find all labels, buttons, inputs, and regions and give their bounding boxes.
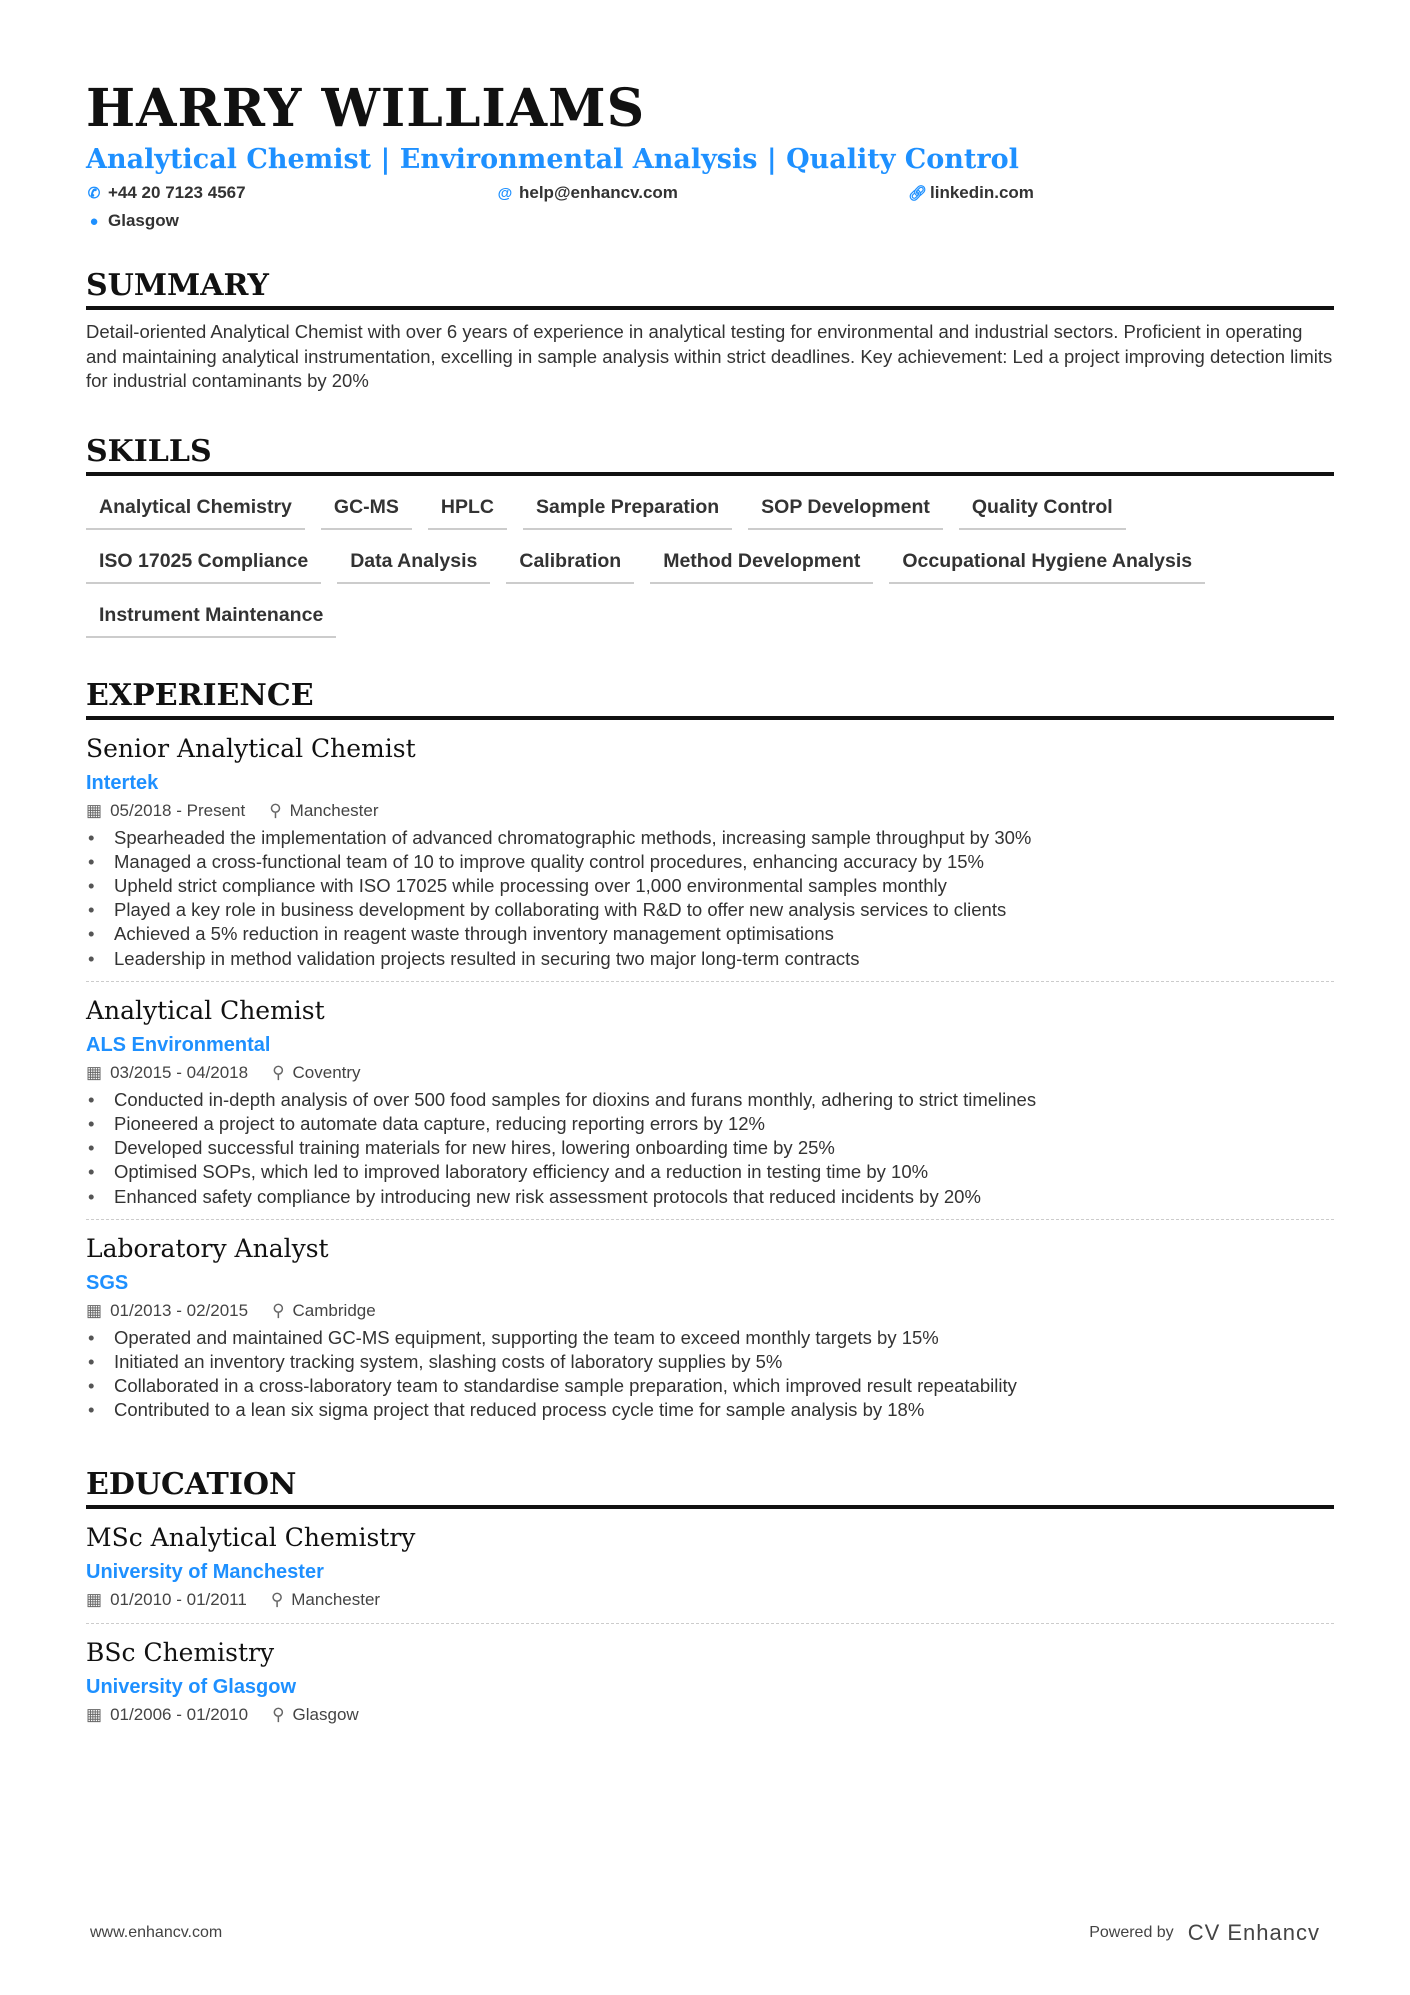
date-range xyxy=(86,798,245,824)
calendar-icon: ▦ xyxy=(86,1589,103,1609)
school-name: University of Glasgow xyxy=(86,1675,297,1698)
date-range xyxy=(86,1298,248,1324)
website[interactable] xyxy=(908,182,1208,204)
skills-section xyxy=(86,434,1334,638)
skill-tag: Occupational Hygiene Analysis xyxy=(889,544,1205,584)
meta xyxy=(86,1298,1334,1324)
dates: 05/2018 - Present xyxy=(110,800,246,820)
date-range xyxy=(86,1587,247,1613)
section-heading: SKILLS xyxy=(86,434,1334,476)
contact-info xyxy=(86,182,1334,232)
bullet-item: • Achieved a 5% reduction in reagent waste through inventory management optimisations xyxy=(86,922,1334,946)
footer-website[interactable]: www.enhancv.com xyxy=(90,1924,223,1941)
phone-text: +44 20 7123 4567 xyxy=(108,183,246,202)
calendar-icon: ▦ xyxy=(86,1300,103,1320)
job-title: Laboratory Analyst xyxy=(86,1233,329,1263)
location-pin-icon: ⚲ xyxy=(270,1589,284,1609)
skill-tag: Analytical Chemistry xyxy=(86,490,305,530)
job-location xyxy=(272,1298,376,1324)
education-list xyxy=(86,1521,1334,1738)
jobs-list xyxy=(86,732,1334,1433)
bullet-item: • Enhanced safety compliance by introducing new risk assessment protocols that reduced incidents by 20% xyxy=(86,1185,1334,1209)
bullet-list xyxy=(86,1326,1334,1423)
location-pin-icon: ● xyxy=(89,212,99,230)
location-text: Glasgow xyxy=(108,211,179,230)
location xyxy=(86,210,497,232)
bullet-item: • Operated and maintained GC-MS equipment, supporting the team to exceed monthly targets by 15% xyxy=(86,1326,1334,1350)
summary-section xyxy=(86,268,1334,394)
powered-by-label: Powered by xyxy=(1089,1924,1174,1941)
skill-tag: Quality Control xyxy=(959,490,1126,530)
job-location xyxy=(272,1060,360,1086)
link-icon: 🔗︎ xyxy=(908,185,928,202)
bullet-item: • Leadership in method validation projects resulted in securing two major long-term contracts xyxy=(86,947,1334,971)
job-location xyxy=(271,1587,380,1613)
brand-name: Enhancv xyxy=(1227,1920,1320,1945)
meta xyxy=(86,1060,1334,1086)
job-location xyxy=(272,1702,359,1728)
job-location xyxy=(269,798,378,824)
skill-tag: Method Development xyxy=(650,544,873,584)
job-entry xyxy=(86,1232,1334,1433)
dates: 03/2015 - 04/2018 xyxy=(110,1062,249,1082)
section-heading: SUMMARY xyxy=(86,268,1334,310)
bullet-item: • Optimised SOPs, which led to improved laboratory efficiency and a reduction in testing time by 10% xyxy=(86,1160,1334,1184)
job-entry xyxy=(86,732,1334,982)
bullet-item: • Collaborated in a cross-laboratory team to standardise sample preparation, which improved result repeatability xyxy=(86,1374,1334,1398)
location: Manchester xyxy=(291,1589,381,1609)
bullet-item: • Pioneered a project to automate data capture, reducing reporting errors by 12% xyxy=(86,1112,1334,1136)
summary-text: Detail-oriented Analytical Chemist with over 6 years of experience in analytical testing for environmental and industrial sectors. Proficient in operating and maintaining analytical instrumentation, excelling in sample analysis within strict deadlines. Key achievement: Led a project improving detection limits for industrial contaminants by 20% xyxy=(86,321,1333,391)
linkedin-link[interactable]: linkedin.com xyxy=(930,183,1034,202)
powered-by xyxy=(1089,1920,1320,1946)
resume xyxy=(86,78,1334,1738)
calendar-icon: ▦ xyxy=(86,800,103,820)
bullet-item: • Contributed to a lean six sigma project that reduced process cycle time for sample analysis by 18% xyxy=(86,1398,1334,1422)
bullet-item: • Played a key role in business development by collaborating with R&D to offer new analysis services to clients xyxy=(86,898,1334,922)
job-entry xyxy=(86,994,1334,1220)
location-pin-icon: ⚲ xyxy=(272,1704,285,1724)
location: Manchester xyxy=(289,800,379,820)
skill-tag: SOP Development xyxy=(748,490,943,530)
company-name: Intertek xyxy=(86,771,159,794)
degree: BSc Chemistry xyxy=(86,1637,275,1667)
skill-tag: Sample Preparation xyxy=(523,490,732,530)
skill-tag: GC-MS xyxy=(321,490,412,530)
phone-icon: ✆ xyxy=(87,185,101,202)
skill-tag: Calibration xyxy=(506,544,634,584)
degree: MSc Analytical Chemistry xyxy=(86,1522,416,1552)
bullet-list xyxy=(86,826,1334,971)
dates: 01/2013 - 02/2015 xyxy=(110,1300,249,1320)
section-heading: EXPERIENCE xyxy=(86,678,1334,720)
candidate-name: HARRY WILLIAMS xyxy=(86,78,646,139)
date-range xyxy=(86,1060,248,1086)
experience-section xyxy=(86,678,1334,1433)
date-range xyxy=(86,1702,248,1728)
candidate-title: Analytical Chemist | Environmental Analysis | Quality Control xyxy=(86,144,1019,175)
company-name: ALS Environmental xyxy=(86,1033,271,1056)
dates: 01/2006 - 01/2010 xyxy=(110,1704,249,1724)
phone xyxy=(86,182,497,204)
bullet-item: • Managed a cross-functional team of 10 to improve quality control procedures, enhancing accuracy by 15% xyxy=(86,850,1334,874)
email[interactable] xyxy=(497,182,908,204)
meta xyxy=(86,1702,1334,1728)
at-icon: @ xyxy=(497,184,513,202)
section-heading: EDUCATION xyxy=(86,1467,1334,1509)
location: Coventry xyxy=(292,1062,361,1082)
meta xyxy=(86,798,1334,824)
bullet-item: • Spearheaded the implementation of advanced chromatographic methods, increasing sample throughput by 30% xyxy=(86,826,1334,850)
job-title: Analytical Chemist xyxy=(86,995,325,1025)
job-title: Senior Analytical Chemist xyxy=(86,733,416,763)
location: Cambridge xyxy=(292,1300,376,1320)
skill-tag: HPLC xyxy=(428,490,507,530)
skill-tag: Data Analysis xyxy=(337,544,490,584)
skill-tag: Instrument Maintenance xyxy=(86,598,336,638)
education-section xyxy=(86,1467,1334,1738)
bullet-item: • Initiated an inventory tracking system, slashing costs of laboratory supplies by 5% xyxy=(86,1350,1334,1374)
enhancv-logo-icon: CV Enhancv xyxy=(1187,1920,1320,1945)
company-name: SGS xyxy=(86,1271,129,1294)
location-pin-icon: ⚲ xyxy=(272,1300,285,1320)
meta xyxy=(86,1587,1334,1613)
calendar-icon: ▦ xyxy=(86,1062,103,1082)
calendar-icon: ▦ xyxy=(86,1704,103,1724)
skills-list xyxy=(86,490,1334,638)
school-name: University of Manchester xyxy=(86,1560,324,1583)
bullet-item: • Conducted in-depth analysis of over 500 food samples for dioxins and furans monthly, adhering to strict timelines xyxy=(86,1088,1334,1112)
location-pin-icon: ⚲ xyxy=(269,800,282,820)
bullet-item: • Upheld strict compliance with ISO 17025 while processing over 1,000 environmental samples monthly xyxy=(86,874,1334,898)
location-pin-icon: ⚲ xyxy=(272,1062,285,1082)
education-entry xyxy=(86,1636,1334,1738)
email-link[interactable]: help@enhancv.com xyxy=(519,183,678,202)
location: Glasgow xyxy=(292,1704,359,1724)
bullet-list xyxy=(86,1088,1334,1209)
bullet-item: • Developed successful training materials for new hires, lowering onboarding time by 25% xyxy=(86,1136,1334,1160)
footer xyxy=(90,1920,1320,1946)
skill-tag: ISO 17025 Compliance xyxy=(86,544,321,584)
dates: 01/2010 - 01/2011 xyxy=(110,1589,247,1609)
education-entry xyxy=(86,1521,1334,1624)
